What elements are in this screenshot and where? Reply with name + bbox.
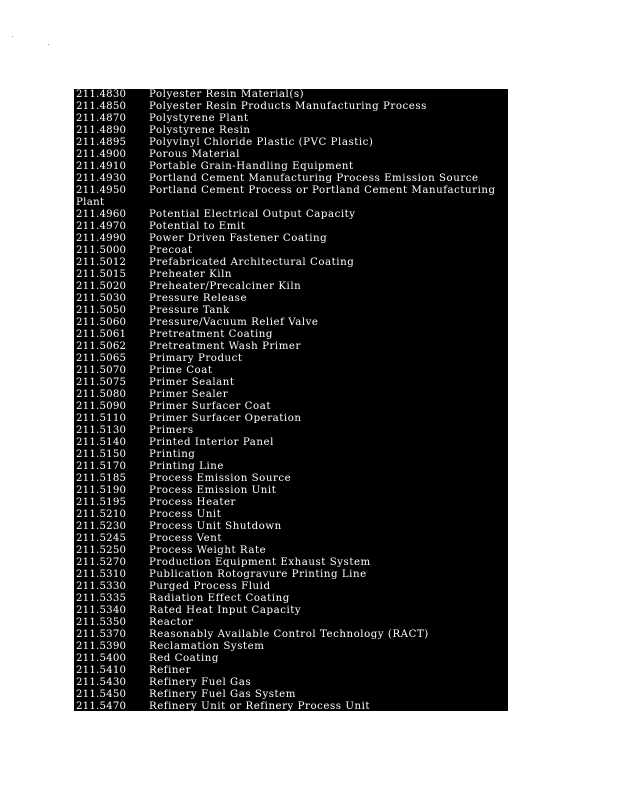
section-number: 211.5000 [76,245,127,256]
section-number: 211.5150 [76,449,127,460]
section-number: 211.5410 [76,665,127,676]
section-number: 211.5090 [76,401,127,412]
section-number: 211.4895 [76,137,127,148]
defined-term: Pressure/Vacuum Relief Valve [149,317,319,328]
section-number: 211.5340 [76,605,127,616]
defined-term: Publication Rotogravure Printing Line [149,569,367,580]
definition-row [74,365,508,377]
definition-row [74,521,508,533]
section-number: 211.5061 [76,329,127,340]
defined-term: Reasonably Available Control Technology (RACT) [149,629,429,640]
defined-term: Power Driven Fastener Coating [149,233,328,244]
section-number: 211.5015 [76,269,127,280]
definition-row [74,497,508,509]
section-number: 211.4970 [76,221,127,232]
defined-term: Reactor [149,617,194,628]
defined-term: Portland Cement Manufacturing Process Emission Source [149,173,479,184]
defined-term: Polyester Resin Products Manufacturing Process [149,101,427,112]
section-number: 211.4960 [76,209,127,220]
section-number: 211.5020 [76,281,127,292]
section-number: 211.5110 [76,413,127,424]
section-number: 211.5400 [76,653,127,664]
section-number: 211.5140 [76,437,127,448]
defined-term: Primer Surfacer Coat [149,401,271,412]
defined-term: Porous Material [149,149,240,160]
definition-row [74,149,508,161]
definition-row [74,701,508,713]
section-number: 211.5070 [76,365,127,376]
definition-row [74,113,508,125]
definition-row [74,389,508,401]
defined-term: Printing [149,449,196,460]
section-number: 211.5370 [76,629,127,640]
defined-term: Polyester Resin Material(s) [149,89,305,100]
defined-term: Primer Surfacer Operation [149,413,302,424]
definition-row [74,377,508,389]
section-number: 211.4990 [76,233,127,244]
section-number: 211.5470 [76,701,127,712]
defined-term: Refinery Unit or Refinery Process Unit [149,701,371,712]
defined-term: Portable Grain-Handling Equipment [149,161,354,172]
defined-term: Process Emission Unit [149,485,277,496]
defined-term: Portland Cement Process or Portland Cement Manufacturing [149,185,496,196]
defined-term: Production Equipment Exhaust System [149,557,371,568]
section-number: 211.4870 [76,113,127,124]
definition-row [74,533,508,545]
definition-row [74,545,508,557]
defined-term: Process Unit Shutdown [149,521,282,532]
definition-row [74,413,508,425]
definition-row [74,509,508,521]
defined-term: Red Coating [149,653,219,664]
definition-row [74,137,508,149]
section-number: 211.5190 [76,485,127,496]
definition-row [74,293,508,305]
definition-row [74,353,508,365]
definition-row [74,449,508,461]
section-number: 211.5430 [76,677,127,688]
definition-row [74,233,508,245]
definition-row [74,461,508,473]
defined-term: Polyvinyl Chloride Plastic (PVC Plastic) [149,137,374,148]
definition-row [74,425,508,437]
definition-row [74,617,508,629]
section-number: 211.5450 [76,689,127,700]
definition-row [74,305,508,317]
defined-term: Purged Process Fluid [149,581,271,592]
defined-term: Process Emission Source [149,473,292,484]
definition-row [74,341,508,353]
section-number: 211.5170 [76,461,127,472]
defined-term: Rated Heat Input Capacity [149,605,302,616]
section-number: 211.5130 [76,425,127,436]
section-number: 211.4830 [76,89,127,100]
section-number: 211.4910 [76,161,127,172]
definition-row [74,569,508,581]
definition-row [74,173,508,185]
section-number: 211.5065 [76,353,127,364]
defined-term: Primer Sealant [149,377,235,388]
definition-row [74,437,508,449]
section-number: 211.5330 [76,581,127,592]
defined-term: Printing Line [149,461,224,472]
definition-row [74,641,508,653]
defined-term: Preheater Kiln [149,269,233,280]
definition-row [74,605,508,617]
defined-term: Pretreatment Coating [149,329,273,340]
definition-row [74,161,508,173]
section-number: 211.5012 [76,257,127,268]
defined-term: Process Vent [149,533,222,544]
defined-term: Polystyrene Plant [149,113,249,124]
defined-term: Primary Product [149,353,243,364]
section-number: 211.5185 [76,473,127,484]
section-number: 211.5060 [76,317,127,328]
definition-row [74,257,508,269]
defined-term: Primers [149,425,194,436]
section-number: 211.5030 [76,293,127,304]
defined-term: Refiner [149,665,192,676]
defined-term: Pressure Release [149,293,248,304]
defined-term: Refinery Fuel Gas [149,677,252,688]
definition-row [74,629,508,641]
definition-row [74,485,508,497]
definition-row [74,89,508,101]
scan-speck [48,44,49,45]
definition-row [74,245,508,257]
continuation-line [74,197,508,209]
section-number: 211.4890 [76,125,127,136]
defined-term: Process Heater [149,497,236,508]
defined-term: Pretreatment Wash Primer [149,341,301,352]
section-number: 211.5230 [76,521,127,532]
term-continuation: Plant [76,197,105,208]
defined-term: Radiation Effect Coating [149,593,290,604]
section-number: 211.4900 [76,149,127,160]
section-number: 211.4850 [76,101,127,112]
definition-row [74,221,508,233]
scan-speck [12,36,13,37]
section-number: 211.4930 [76,173,127,184]
definition-row [74,317,508,329]
defined-term: Prime Coat [149,365,213,376]
definition-row [74,653,508,665]
definition-row [74,125,508,137]
definition-row [74,269,508,281]
section-number: 211.5390 [76,641,127,652]
definition-row [74,101,508,113]
section-number: 211.5075 [76,377,127,388]
section-number: 211.5350 [76,617,127,628]
defined-term: Precoat [149,245,193,256]
definition-row [74,401,508,413]
section-number: 211.4950 [76,185,127,196]
defined-term: Reclamation System [149,641,265,652]
definition-row [74,665,508,677]
defined-term: Refinery Fuel Gas System [149,689,296,700]
defined-term: Potential to Emit [149,221,246,232]
definition-row [74,473,508,485]
definitions-table [74,89,508,711]
defined-term: Process Unit [149,509,222,520]
definition-row [74,593,508,605]
definition-row [74,209,508,221]
defined-term: Primer Sealer [149,389,229,400]
definition-row [74,677,508,689]
section-number: 211.5245 [76,533,127,544]
definition-row [74,581,508,593]
section-number: 211.5335 [76,593,127,604]
definition-row [74,185,508,197]
section-number: 211.5062 [76,341,127,352]
defined-term: Potential Electrical Output Capacity [149,209,356,220]
definition-row [74,329,508,341]
definition-row [74,689,508,701]
defined-term: Printed Interior Panel [149,437,274,448]
defined-term: Process Weight Rate [149,545,267,556]
defined-term: Polystyrene Resin [149,125,251,136]
section-number: 211.5210 [76,509,127,520]
defined-term: Pressure Tank [149,305,230,316]
section-number: 211.5080 [76,389,127,400]
section-number: 211.5310 [76,569,127,580]
section-number: 211.5270 [76,557,127,568]
definition-row [74,281,508,293]
section-number: 211.5195 [76,497,127,508]
section-number: 211.5050 [76,305,127,316]
definition-row [74,557,508,569]
defined-term: Prefabricated Architectural Coating [149,257,355,268]
section-number: 211.5250 [76,545,127,556]
defined-term: Preheater/Precalciner Kiln [149,281,302,292]
